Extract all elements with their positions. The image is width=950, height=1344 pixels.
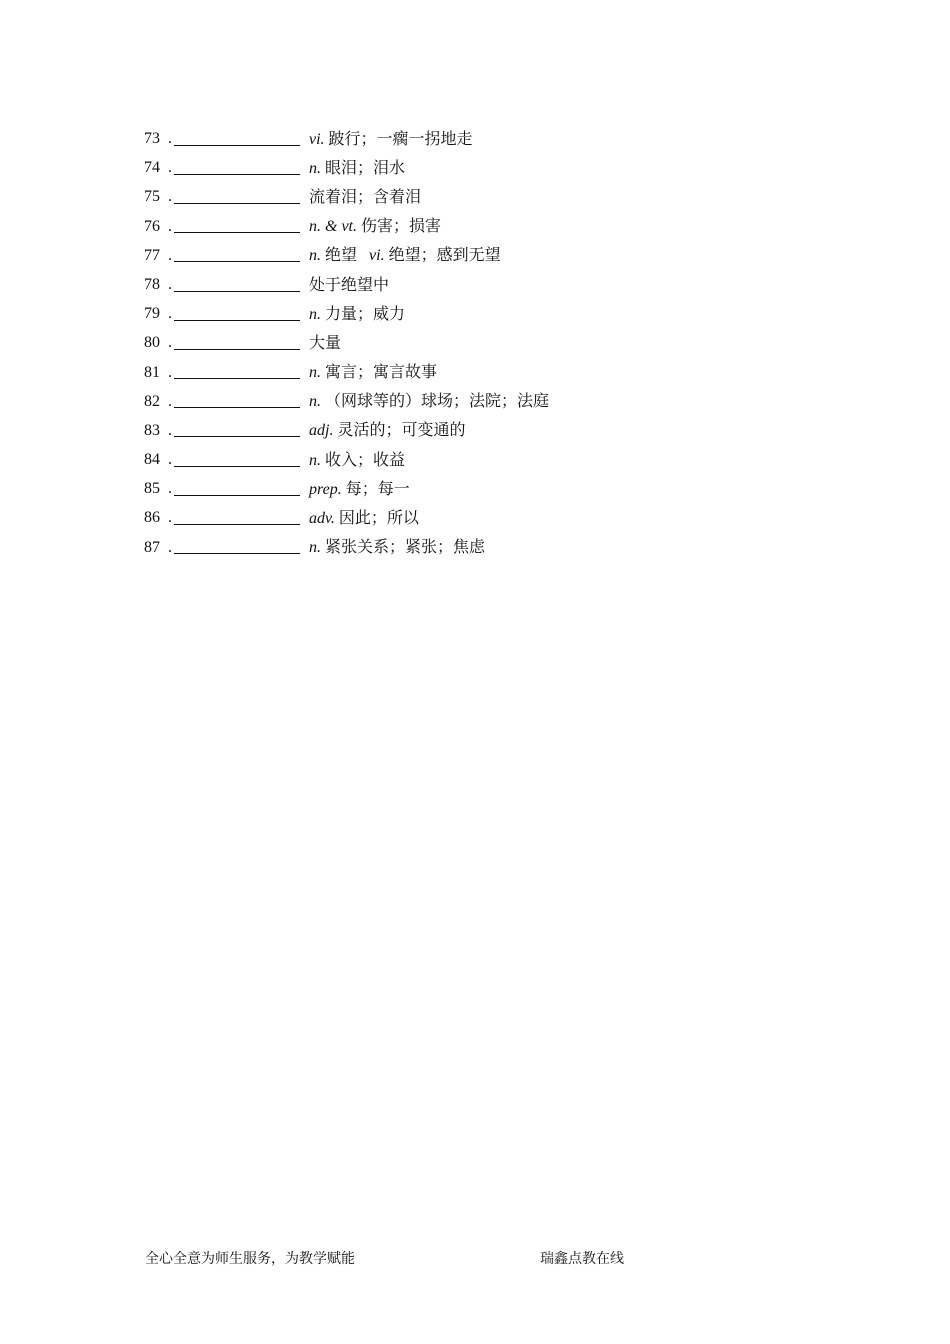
item-number: 75 xyxy=(144,188,160,206)
vocab-item xyxy=(144,474,844,503)
number-period: . xyxy=(168,159,172,177)
item-number: 74 xyxy=(144,159,160,177)
item-number: 85 xyxy=(144,480,160,498)
definition xyxy=(309,357,437,387)
meaning-text: 灵活的；可变通的 xyxy=(337,420,466,440)
definition xyxy=(309,270,389,299)
part-of-speech: n. xyxy=(309,393,321,411)
answer-blank[interactable] xyxy=(174,246,300,262)
definition xyxy=(309,503,419,533)
part-of-speech: adj. xyxy=(309,422,334,440)
part-of-speech: n. & vt. xyxy=(309,218,357,236)
meaning-text: 收入；收益 xyxy=(325,449,406,469)
vocab-item xyxy=(144,503,844,532)
vocab-item xyxy=(144,445,844,474)
item-number: 81 xyxy=(144,363,160,381)
definition xyxy=(309,415,465,445)
item-number: 77 xyxy=(144,246,160,264)
answer-blank[interactable] xyxy=(174,509,300,525)
part-of-speech: prep. xyxy=(309,480,342,498)
answer-blank[interactable] xyxy=(174,305,300,321)
answer-blank[interactable] xyxy=(174,334,300,350)
meaning-text: 处于绝望中 xyxy=(309,274,390,294)
vocabulary-list xyxy=(144,124,844,562)
footer-slogan: 全心全意为师生服务，为教学赋能 xyxy=(145,1251,355,1267)
definition xyxy=(309,386,549,416)
item-number: 73 xyxy=(144,130,160,147)
definition xyxy=(309,153,405,183)
vocab-item xyxy=(144,328,844,357)
vocab-item xyxy=(144,270,844,299)
item-number: 78 xyxy=(144,275,160,293)
number-period: . xyxy=(168,188,172,206)
vocab-item xyxy=(144,387,844,416)
item-number: 76 xyxy=(144,217,160,235)
meaning-text: 紧张关系；紧张；焦虑 xyxy=(325,537,486,557)
item-number: 87 xyxy=(144,538,160,556)
definition xyxy=(309,124,473,154)
meaning-text: 寓言；寓言故事 xyxy=(325,362,438,381)
number-period: . xyxy=(168,217,172,235)
item-number: 80 xyxy=(144,334,160,352)
meaning-text: 流着泪；含着泪 xyxy=(309,187,422,207)
answer-blank[interactable] xyxy=(174,130,300,146)
number-period: . xyxy=(168,480,172,498)
part-of-speech: n. xyxy=(309,451,321,469)
meaning-text: 跛行；一瘸一拐地走 xyxy=(328,128,473,148)
definition xyxy=(309,211,441,241)
number-period: . xyxy=(168,305,172,323)
meaning-text: 伤害；损害 xyxy=(361,216,442,236)
answer-blank[interactable] xyxy=(174,392,300,408)
definition xyxy=(309,474,410,504)
part-of-speech: vi. xyxy=(369,247,385,265)
answer-blank[interactable] xyxy=(174,363,300,379)
number-period: . xyxy=(168,392,172,410)
definition xyxy=(309,182,421,211)
part-of-speech: n. xyxy=(309,305,321,323)
number-period: . xyxy=(168,130,172,147)
vocab-item xyxy=(144,182,844,211)
part-of-speech: n. xyxy=(309,364,321,381)
answer-blank[interactable] xyxy=(174,188,300,204)
item-number: 86 xyxy=(144,509,160,527)
vocab-item xyxy=(144,241,844,270)
vocab-item xyxy=(144,299,844,328)
item-number: 83 xyxy=(144,421,160,439)
definition xyxy=(309,240,501,270)
number-period: . xyxy=(168,334,172,352)
vocab-item xyxy=(144,533,844,562)
number-period: . xyxy=(168,275,172,293)
definition xyxy=(309,532,485,562)
number-period: . xyxy=(168,538,172,556)
meaning-text: 绝望；感到无望 xyxy=(388,245,501,265)
vocab-item xyxy=(144,416,844,445)
definition xyxy=(309,328,341,357)
item-number: 82 xyxy=(144,392,160,410)
definition xyxy=(309,299,405,329)
item-number: 84 xyxy=(144,451,160,469)
footer-brand: 瑞鑫点教在线 xyxy=(540,1251,624,1267)
part-of-speech: n. xyxy=(309,539,321,557)
part-of-speech: adv. xyxy=(309,509,335,527)
vocab-item xyxy=(144,212,844,241)
meaning-text: 大量 xyxy=(309,333,342,353)
number-period: . xyxy=(168,421,172,439)
answer-blank[interactable] xyxy=(174,159,300,175)
answer-blank[interactable] xyxy=(174,538,300,554)
meaning-text: 绝望 xyxy=(325,245,358,265)
meaning-text: （网球等的）球场；法院；法庭 xyxy=(325,391,550,411)
part-of-speech: vi. xyxy=(309,130,325,148)
meaning-text: 每；每一 xyxy=(345,478,410,498)
answer-blank[interactable] xyxy=(174,480,300,496)
definition xyxy=(309,445,405,475)
meaning-text: 眼泪；泪水 xyxy=(325,157,406,177)
meaning-text: 因此；所以 xyxy=(338,507,419,527)
vocab-item xyxy=(144,124,844,153)
number-period: . xyxy=(168,509,172,527)
vocab-item xyxy=(144,358,844,387)
meaning-text: 力量；威力 xyxy=(325,303,406,323)
part-of-speech: n. xyxy=(309,247,321,265)
vocab-item xyxy=(144,153,844,182)
number-period: . xyxy=(168,246,172,264)
answer-blank[interactable] xyxy=(174,276,300,292)
number-period: . xyxy=(168,451,172,469)
answer-blank[interactable] xyxy=(174,451,300,467)
item-number: 79 xyxy=(144,305,160,323)
number-period: . xyxy=(168,363,172,381)
part-of-speech: n. xyxy=(309,159,321,177)
answer-blank[interactable] xyxy=(174,217,300,233)
answer-blank[interactable] xyxy=(174,421,300,437)
